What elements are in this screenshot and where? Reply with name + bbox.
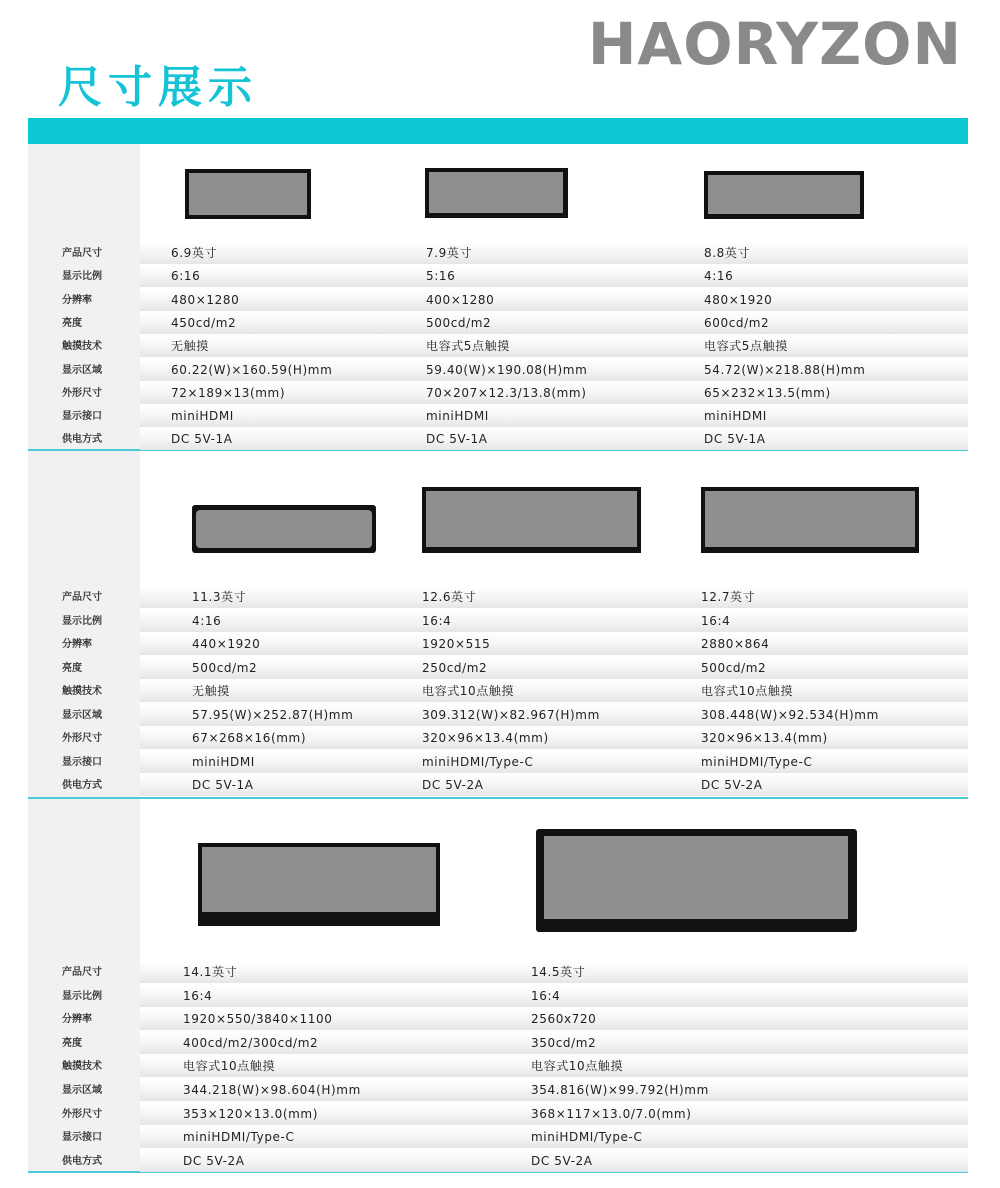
spec-value: miniHDMI/Type-C	[701, 754, 813, 769]
spec-row-brightness	[28, 312, 968, 335]
spec-value: 368×117×13.0/7.0(mm)	[531, 1106, 692, 1121]
spec-row-size	[28, 961, 968, 984]
spec-label: 显示比例	[62, 615, 102, 627]
spec-value: 电容式5点触摸	[426, 339, 510, 354]
spec-label: 亮度	[62, 1037, 82, 1049]
spec-row-active_area	[28, 359, 968, 382]
spec-value: 14.5英寸	[531, 965, 586, 979]
spec-row-power	[28, 1150, 968, 1173]
spec-row-size	[28, 242, 968, 265]
spec-value: 电容式10点触摸	[183, 1059, 276, 1074]
spec-value: 无触摸	[171, 339, 209, 354]
spec-value: 12.6英寸	[422, 590, 477, 604]
page-title: 尺寸展示	[58, 62, 258, 113]
spec-value: 16:4	[183, 988, 213, 1003]
spec-value: 4:16	[192, 613, 222, 628]
spec-value: 5:16	[426, 269, 456, 284]
spec-label: 显示区域	[62, 364, 102, 376]
spec-value: DC 5V-1A	[704, 432, 766, 447]
spec-value: miniHDMI	[171, 409, 234, 424]
spec-row-touch	[28, 680, 968, 703]
brand-logo: HAORYZON	[587, 10, 962, 78]
spec-label: 显示区域	[62, 1085, 102, 1096]
spec-label: 亮度	[62, 662, 82, 674]
spec-value: DC 5V-1A	[171, 432, 233, 447]
spec-label: 触摸技术	[62, 1061, 102, 1073]
spec-label: 显示接口	[62, 411, 102, 423]
spec-value: 2560x720	[531, 1012, 597, 1027]
spec-value: 320×96×13.4(mm)	[422, 731, 549, 745]
spec-value: 7.9英寸	[426, 246, 473, 260]
spec-value: 57.95(W)×252.87(H)mm	[192, 707, 354, 722]
spec-label: 产品尺寸	[62, 967, 102, 978]
spec-value: 电容式10点触摸	[701, 684, 794, 698]
spec-value: 67×268×16(mm)	[192, 731, 307, 745]
spec-value: 4:16	[704, 269, 734, 284]
spec-value: 450cd/m2	[171, 315, 237, 330]
spec-value: 电容式5点触摸	[704, 339, 788, 354]
spec-label: 外形尺寸	[62, 1108, 102, 1120]
spec-label: 显示区域	[62, 709, 102, 721]
spec-row-active_area	[28, 704, 968, 727]
spec-value: 309.312(W)×82.967(H)mm	[422, 707, 600, 722]
spec-row-interface	[28, 1126, 968, 1149]
spec-label: 分辨率	[62, 1014, 92, 1026]
spec-value: DC 5V-2A	[183, 1153, 245, 1168]
spec-value: 6:16	[171, 269, 201, 284]
display-image-12.6	[422, 487, 641, 553]
spec-value: 54.72(W)×218.88(H)mm	[704, 362, 866, 377]
spec-value: 344.218(W)×98.604(H)mm	[183, 1083, 361, 1097]
spec-label: 显示比例	[62, 271, 102, 283]
spec-label: 显示接口	[62, 756, 102, 768]
spec-label: 供电方式	[62, 1155, 102, 1167]
spec-label: 产品尺寸	[62, 248, 102, 259]
spec-value: 350cd/m2	[531, 1035, 597, 1050]
spec-value: 320×96×13.4(mm)	[701, 731, 828, 745]
display-image-12.7	[701, 487, 919, 553]
spec-row-size	[28, 586, 968, 609]
spec-value: miniHDMI	[704, 409, 767, 424]
display-image-14.1	[198, 843, 440, 926]
spec-value: 59.40(W)×190.08(H)mm	[426, 362, 588, 377]
spec-label: 亮度	[62, 317, 82, 329]
spec-value: 16:4	[531, 988, 561, 1003]
spec-label: 供电方式	[62, 434, 102, 446]
spec-row-ratio	[28, 610, 968, 633]
spec-row-power	[28, 774, 968, 797]
spec-value: DC 5V-1A	[192, 778, 254, 792]
spec-value: 60.22(W)×160.59(H)mm	[171, 362, 333, 377]
spec-section-1	[28, 144, 968, 451]
spec-value: miniHDMI	[426, 409, 489, 424]
spec-value: 500cd/m2	[701, 660, 767, 675]
spec-label: 外形尺寸	[62, 733, 102, 744]
display-image-7.9	[425, 168, 568, 218]
spec-value: 480×1280	[171, 292, 240, 307]
spec-value: DC 5V-2A	[701, 778, 763, 792]
spec-value: 440×1920	[192, 637, 261, 651]
spec-row-power	[28, 428, 968, 451]
spec-row-interface	[28, 405, 968, 428]
spec-value: 14.1英寸	[183, 965, 238, 979]
spec-row-ratio	[28, 265, 968, 288]
spec-value: miniHDMI/Type-C	[531, 1130, 643, 1145]
spec-value: miniHDMI	[192, 754, 255, 769]
spec-value: 8.8英寸	[704, 246, 751, 260]
spec-value: DC 5V-2A	[422, 778, 484, 792]
spec-value: 480×1920	[704, 292, 773, 307]
spec-label: 触摸技术	[62, 341, 102, 353]
spec-row-touch	[28, 335, 968, 358]
spec-value: 250cd/m2	[422, 660, 488, 675]
spec-row-active_area	[28, 1079, 968, 1102]
spec-row-brightness	[28, 1032, 968, 1055]
spec-value: 11.3英寸	[192, 590, 247, 604]
spec-value: 400cd/m2/300cd/m2	[183, 1035, 319, 1050]
spec-label: 产品尺寸	[62, 592, 102, 603]
spec-value: 电容式10点触摸	[531, 1059, 624, 1074]
header-bar	[28, 118, 968, 144]
spec-value: 电容式10点触摸	[422, 684, 515, 698]
spec-value: 500cd/m2	[426, 315, 492, 330]
spec-label: 触摸技术	[62, 686, 102, 697]
spec-value: 2880×864	[701, 637, 770, 651]
spec-label: 外形尺寸	[62, 387, 102, 399]
spec-value: 无触摸	[192, 684, 230, 698]
spec-value: miniHDMI/Type-C	[183, 1130, 295, 1145]
spec-row-brightness	[28, 657, 968, 680]
spec-row-ratio	[28, 985, 968, 1008]
spec-value: 1920×515	[422, 637, 491, 651]
spec-value: 308.448(W)×92.534(H)mm	[701, 707, 879, 722]
spec-section-2	[28, 451, 968, 799]
spec-value: 500cd/m2	[192, 660, 258, 675]
spec-label: 显示接口	[62, 1132, 102, 1144]
spec-value: 1920×550/3840×1100	[183, 1012, 333, 1027]
spec-value: 16:4	[701, 613, 731, 628]
spec-value: 354.816(W)×99.792(H)mm	[531, 1083, 709, 1097]
spec-row-dimensions	[28, 727, 968, 750]
spec-row-touch	[28, 1055, 968, 1078]
spec-value: 70×207×12.3/13.8(mm)	[426, 385, 587, 400]
spec-value: 353×120×13.0(mm)	[183, 1106, 318, 1121]
spec-row-resolution	[28, 289, 968, 312]
spec-value: 400×1280	[426, 292, 495, 307]
spec-value: 72×189×13(mm)	[171, 385, 286, 400]
spec-section-3	[28, 799, 968, 1173]
display-image-8.8	[704, 171, 864, 219]
spec-row-dimensions	[28, 382, 968, 405]
spec-label: 供电方式	[62, 780, 102, 791]
spec-row-interface	[28, 751, 968, 774]
display-image-11.3	[192, 505, 376, 553]
spec-label: 分辨率	[62, 294, 92, 306]
spec-row-dimensions	[28, 1103, 968, 1126]
spec-value: 12.7英寸	[701, 590, 756, 604]
display-image-6.9	[185, 169, 311, 219]
spec-row-resolution	[28, 1008, 968, 1031]
spec-label: 分辨率	[62, 639, 92, 650]
spec-value: DC 5V-1A	[426, 432, 488, 447]
spec-value: 600cd/m2	[704, 315, 770, 330]
spec-value: miniHDMI/Type-C	[422, 754, 534, 769]
spec-value: 65×232×13.5(mm)	[704, 385, 831, 400]
spec-value: 6.9英寸	[171, 246, 218, 260]
spec-row-resolution	[28, 633, 968, 656]
spec-value: 16:4	[422, 613, 452, 628]
display-image-14.5	[536, 829, 857, 932]
spec-label: 显示比例	[62, 990, 102, 1002]
spec-value: DC 5V-2A	[531, 1153, 593, 1168]
